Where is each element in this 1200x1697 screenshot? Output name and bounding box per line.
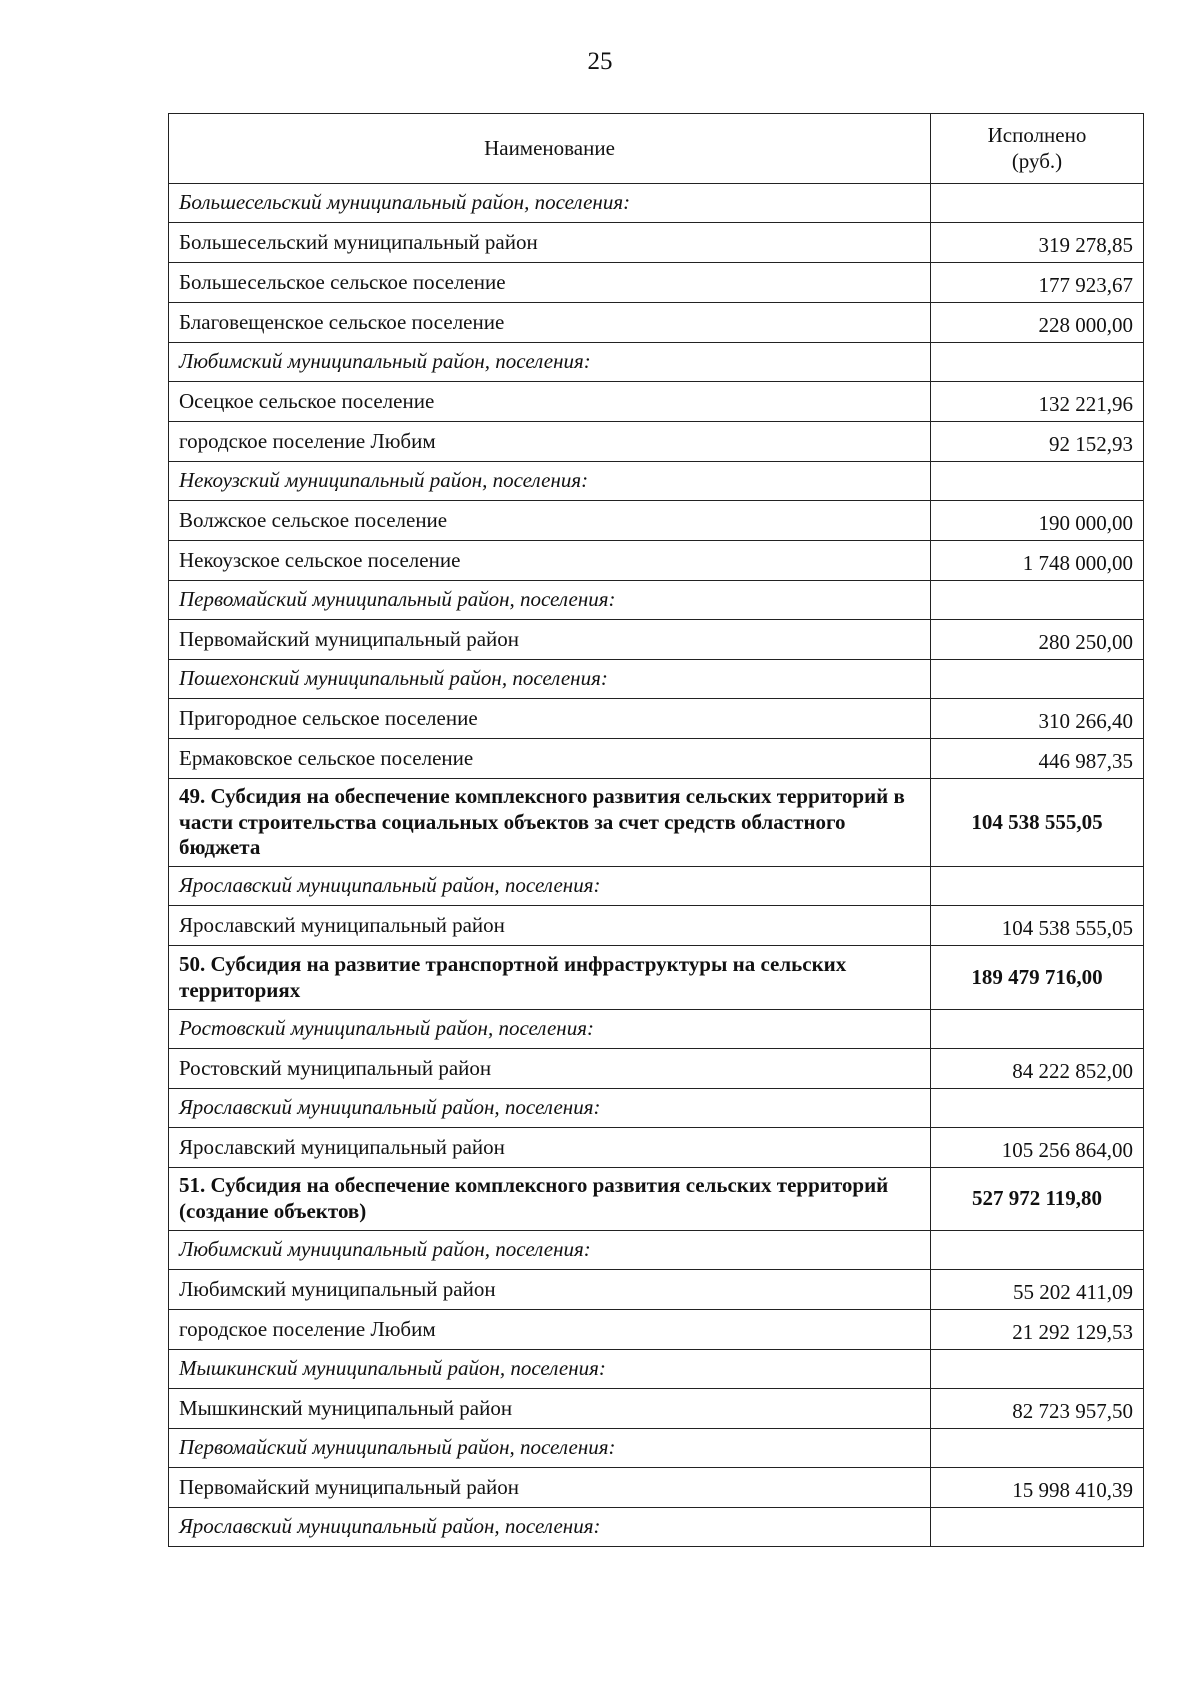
row-executed-amount: 319 278,85 (931, 223, 1144, 263)
table-row (169, 1389, 1144, 1429)
row-name: Пригородное сельское поселение (169, 699, 931, 739)
row-name: Мышкинский муниципальный район, поселения: (169, 1350, 931, 1389)
row-name: Ростовский муниципальный район (169, 1049, 931, 1089)
budget-execution-table (168, 113, 1144, 1547)
row-executed-amount (931, 1508, 1144, 1547)
table-row-district-group (169, 1350, 1144, 1389)
row-executed-amount (931, 1429, 1144, 1468)
table-row (169, 501, 1144, 541)
row-name: Некоузский муниципальный район, поселения: (169, 462, 931, 501)
row-name: Осецкое сельское поселение (169, 382, 931, 422)
row-executed-amount: 446 987,35 (931, 739, 1144, 779)
row-name: Большесельское сельское поселение (169, 263, 931, 303)
row-name: Большесельский муниципальный район (169, 223, 931, 263)
row-name: 51. Субсидия на обеспечение комплексного развития сельских территорий (создание объектов) (169, 1168, 931, 1231)
table-row (169, 1049, 1144, 1089)
row-executed-amount (931, 1010, 1144, 1049)
table-row (169, 739, 1144, 779)
table-row-subsidy (169, 946, 1144, 1010)
row-executed-amount: 132 221,96 (931, 382, 1144, 422)
row-name: Первомайский муниципальный район, поселения: (169, 581, 931, 620)
row-name: Пошехонский муниципальный район, поселения: (169, 660, 931, 699)
table-row-district-group (169, 581, 1144, 620)
row-name: Первомайский муниципальный район (169, 620, 931, 660)
row-name: Первомайский муниципальный район, поселения: (169, 1429, 931, 1468)
row-executed-amount: 527 972 119,80 (931, 1168, 1144, 1231)
table-row (169, 263, 1144, 303)
table-row (169, 1128, 1144, 1168)
row-name: Ярославский муниципальный район, поселения: (169, 1508, 931, 1547)
row-executed-amount: 82 723 957,50 (931, 1389, 1144, 1429)
row-executed-amount: 280 250,00 (931, 620, 1144, 660)
table-row-subsidy (169, 779, 1144, 867)
table-row-subsidy (169, 1168, 1144, 1231)
table-row-district-group (169, 1089, 1144, 1128)
row-executed-amount (931, 1231, 1144, 1270)
table-row-district-group (169, 867, 1144, 906)
row-name: Любимский муниципальный район (169, 1270, 931, 1310)
table-row-district-group (169, 1429, 1144, 1468)
table-row (169, 422, 1144, 462)
row-name: Большесельский муниципальный район, поселения: (169, 184, 931, 223)
row-name: Ярославский муниципальный район, поселения: (169, 867, 931, 906)
table-row-district-group (169, 1010, 1144, 1049)
row-executed-amount (931, 462, 1144, 501)
row-name: Любимский муниципальный район, поселения: (169, 343, 931, 382)
row-executed-amount (931, 581, 1144, 620)
table-row (169, 906, 1144, 946)
row-executed-amount: 15 998 410,39 (931, 1468, 1144, 1508)
row-executed-amount (931, 184, 1144, 223)
table-row-district-group (169, 343, 1144, 382)
row-executed-amount: 228 000,00 (931, 303, 1144, 343)
table-row-district-group (169, 660, 1144, 699)
row-name: Волжское сельское поселение (169, 501, 931, 541)
row-executed-amount: 104 538 555,05 (931, 779, 1144, 867)
row-name: Ростовский муниципальный район, поселения: (169, 1010, 931, 1049)
row-executed-amount (931, 1089, 1144, 1128)
table-row (169, 1468, 1144, 1508)
row-name: Любимский муниципальный район, поселения: (169, 1231, 931, 1270)
table-row (169, 541, 1144, 581)
column-header-executed-line1: Исполнено (987, 122, 1087, 147)
row-name: Ярославский муниципальный район (169, 906, 931, 946)
table-body (169, 184, 1144, 1547)
row-executed-amount: 310 266,40 (931, 699, 1144, 739)
table-row-district-group (169, 1231, 1144, 1270)
table-row-district-group (169, 1508, 1144, 1547)
row-name: 50. Субсидия на развитие транспортной инфраструктуры на сельских территориях (169, 946, 931, 1010)
row-executed-amount: 84 222 852,00 (931, 1049, 1144, 1089)
row-executed-amount (931, 343, 1144, 382)
row-executed-amount: 177 923,67 (931, 263, 1144, 303)
row-executed-amount: 92 152,93 (931, 422, 1144, 462)
row-name: Благовещенское сельское поселение (169, 303, 931, 343)
table-row (169, 620, 1144, 660)
row-name: городское поселение Любим (169, 422, 931, 462)
row-executed-amount: 104 538 555,05 (931, 906, 1144, 946)
row-name: Некоузское сельское поселение (169, 541, 931, 581)
row-name: городское поселение Любим (169, 1310, 931, 1350)
table-row (169, 1270, 1144, 1310)
row-executed-amount: 55 202 411,09 (931, 1270, 1144, 1310)
row-executed-amount: 105 256 864,00 (931, 1128, 1144, 1168)
column-header-name: Наименование (169, 114, 931, 184)
row-executed-amount: 21 292 129,53 (931, 1310, 1144, 1350)
table-row (169, 303, 1144, 343)
column-header-executed-line2: (руб.) (1011, 148, 1063, 173)
table-row-district-group (169, 184, 1144, 223)
row-name: Ермаковское сельское поселение (169, 739, 931, 779)
table-row (169, 1310, 1144, 1350)
table-header-row (169, 114, 1144, 184)
table-row (169, 699, 1144, 739)
page-number: 25 (587, 48, 613, 75)
row-name: Ярославский муниципальный район (169, 1128, 931, 1168)
row-name: 49. Субсидия на обеспечение комплексного развития сельских территорий в части строительства социальных объектов за счет средств областного бюджета (169, 779, 931, 867)
row-name: Мышкинский муниципальный район (169, 1389, 931, 1429)
row-name: Ярославский муниципальный район, поселения: (169, 1089, 931, 1128)
row-executed-amount (931, 867, 1144, 906)
row-executed-amount (931, 660, 1144, 699)
row-executed-amount (931, 1350, 1144, 1389)
row-name: Первомайский муниципальный район (169, 1468, 931, 1508)
table-row (169, 223, 1144, 263)
row-executed-amount: 189 479 716,00 (931, 946, 1144, 1010)
table-row (169, 382, 1144, 422)
column-header-executed (931, 114, 1144, 184)
row-executed-amount: 1 748 000,00 (931, 541, 1144, 581)
row-executed-amount: 190 000,00 (931, 501, 1144, 541)
table-row-district-group (169, 462, 1144, 501)
